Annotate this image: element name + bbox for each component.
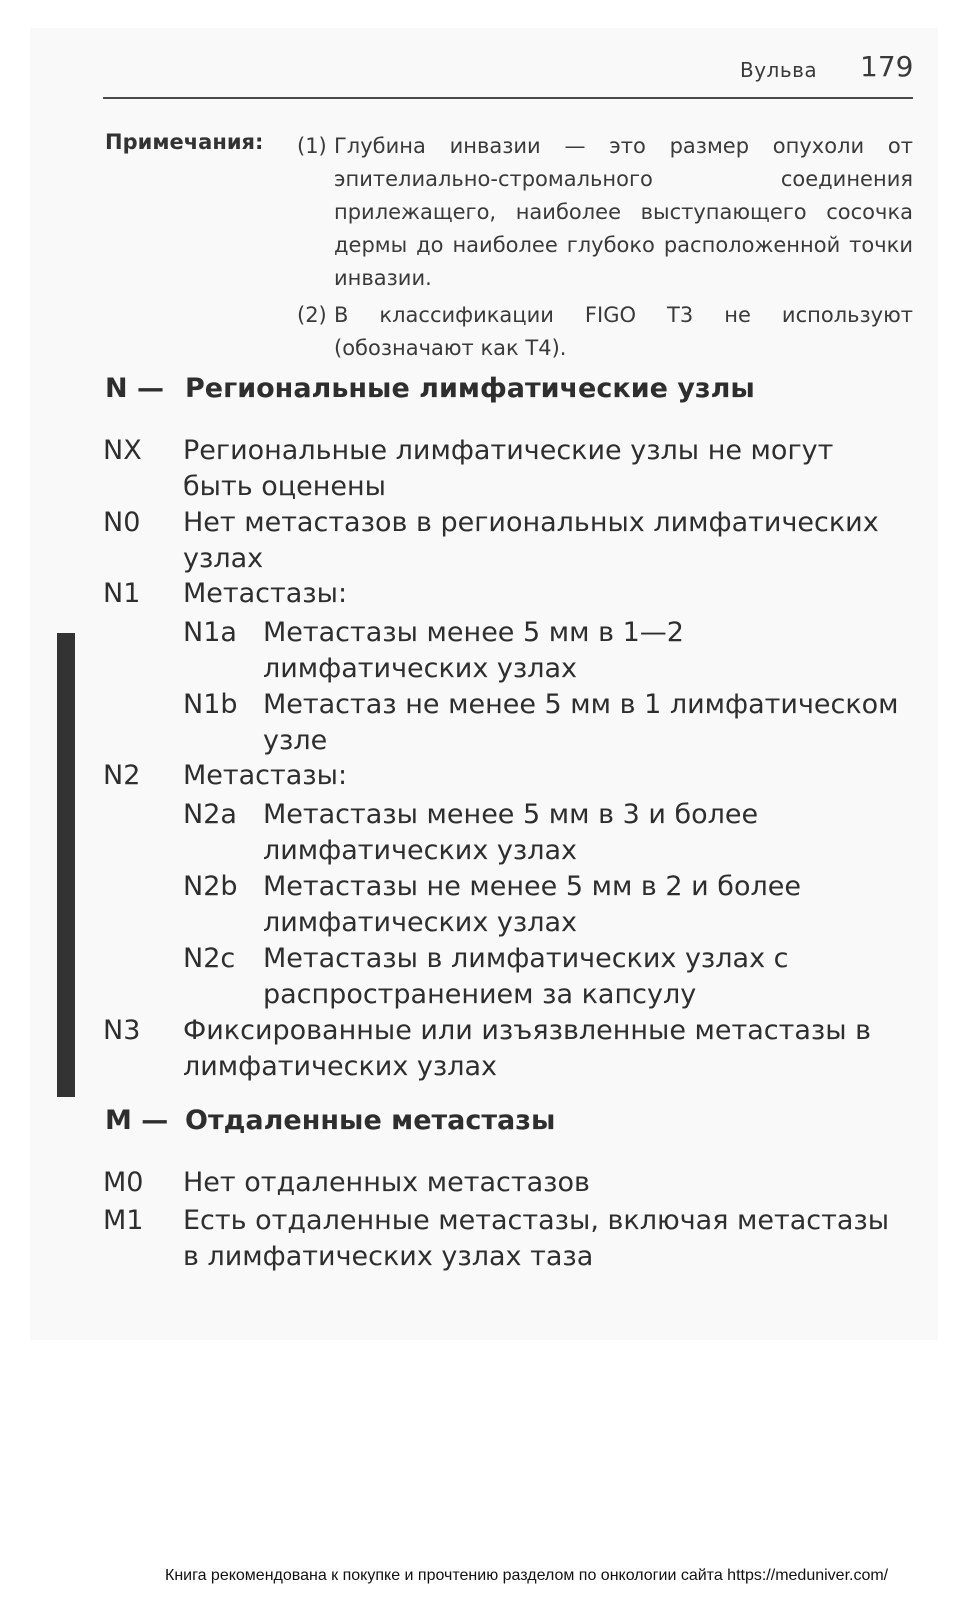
stage-code: N1b (183, 689, 238, 720)
stage-description: Метастазы в лимфатических узлах с распространением за капсулу (263, 943, 789, 1010)
section-heading-m (105, 1105, 555, 1136)
stage-code: N3 (103, 1015, 141, 1046)
stage-description: Метастазы не менее 5 мм в 2 и более лимфатических узлах (263, 871, 801, 938)
page-number: 179 (860, 50, 914, 83)
stage-description: Региональные лимфатические узлы не могут быть оценены (183, 435, 834, 502)
note-text: Глубина инвазии — это размер опухоли от эпителиально-стромального соединения прилежащего, наиболее выступающего сосочка дермы до наиболее глубоко расположенной точки инвазии. (334, 134, 913, 290)
classification-row (103, 433, 893, 505)
note-number: (2) (297, 303, 327, 327)
stage-description: Нет отдаленных метастазов (183, 1167, 590, 1198)
header-divider (103, 97, 913, 99)
stage-code: N2a (183, 799, 237, 830)
margin-marker-bar (57, 633, 75, 1097)
section-code: M — (105, 1105, 169, 1136)
stage-code: NX (103, 435, 142, 466)
stage-code: N2c (183, 943, 236, 974)
stage-description: Метастазы менее 5 мм в 3 и более лимфатических узлах (263, 799, 759, 866)
stage-code: N1a (183, 617, 237, 648)
stage-description: Метастазы: (183, 578, 348, 609)
stage-code: M1 (103, 1205, 144, 1236)
classification-subrow (183, 615, 903, 687)
stage-description: Метастаз не менее 5 мм в 1 лимфатическом узле (263, 689, 899, 756)
classification-row (103, 1013, 893, 1085)
section-title: Отдаленные метастазы (185, 1105, 556, 1136)
stage-code: N0 (103, 507, 141, 538)
section-code: N — (105, 373, 164, 404)
stage-description: Метастазы: (183, 760, 348, 791)
stage-description: Есть отдаленные метастазы, включая метастазы в лимфатических узлах таза (183, 1205, 890, 1272)
stage-code: N2b (183, 871, 238, 902)
stage-description: Фиксированные или изъязвленные метастазы в лимфатических узлах (183, 1015, 872, 1082)
stage-code: M0 (103, 1167, 144, 1198)
classification-row (103, 1203, 893, 1275)
note-text: В классификации FIGO T3 не используют (обозначают как T4). (334, 303, 913, 360)
note-number: (1) (297, 134, 327, 158)
classification-row (103, 505, 893, 577)
notes-label: Примечания: (105, 130, 264, 154)
footer-recommendation-text: Книга рекомендована к покупке и прочтению разделом по онкологии сайта https://meduniver.com/ (165, 1567, 889, 1584)
stage-code: N1 (103, 578, 141, 609)
stage-description: Нет метастазов в региональных лимфатических узлах (183, 507, 879, 574)
note-item (297, 299, 913, 365)
classification-subrow (183, 869, 903, 941)
classification-subrow (183, 797, 903, 869)
classification-subrow (183, 941, 903, 1013)
classification-row (103, 758, 893, 794)
running-title: Вульва (740, 58, 818, 82)
classification-row (103, 1165, 893, 1201)
stage-description: Метастазы менее 5 мм в 1—2 лимфатических узлах (263, 617, 684, 684)
classification-row (103, 576, 893, 612)
note-item (297, 130, 913, 295)
stage-code: N2 (103, 760, 141, 791)
section-title: Региональные лимфатические узлы (185, 373, 755, 404)
section-heading-n (105, 373, 755, 404)
classification-subrow (183, 687, 903, 759)
